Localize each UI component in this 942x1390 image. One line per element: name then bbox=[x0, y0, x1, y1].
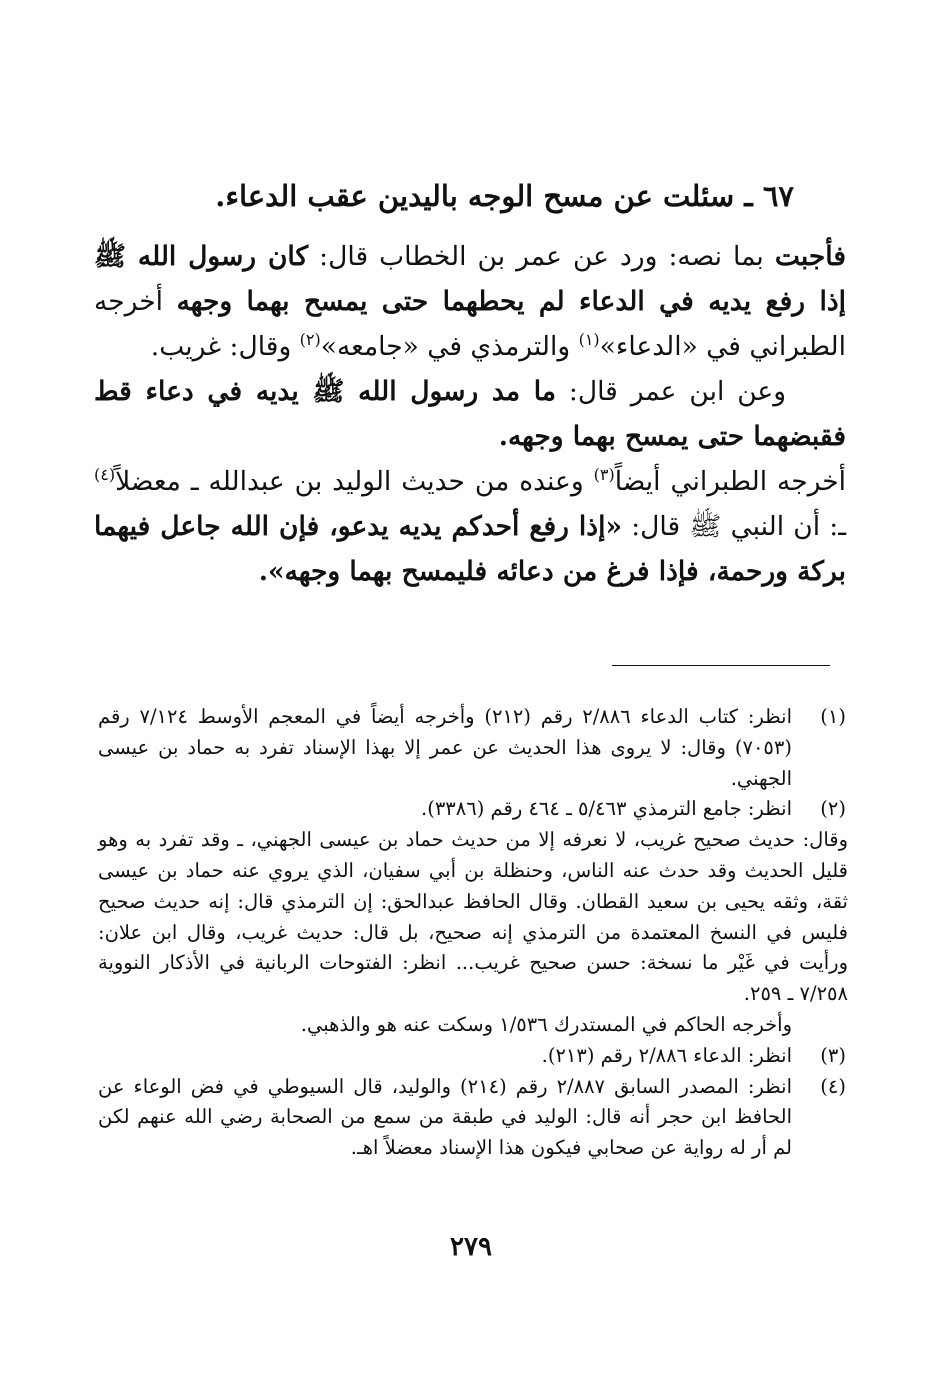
text-segment: . bbox=[258, 556, 269, 587]
answer-lead: فأجبت bbox=[774, 241, 847, 272]
footnote bbox=[98, 1041, 846, 1072]
footnote-text: انظر: كتاب الدعاء ٢/٨٨٦ رقم (٢١٢) وأخرجه أيضاً في المعجم الأوسط ٧/١٢٤ رقم (٧٠٥٣) وقال: لا يروى هذا الحديث عن عمر إلا بهذا الإسناد تفرد به حماد بن عيسى الجهني. bbox=[98, 705, 792, 790]
footnote bbox=[98, 1072, 846, 1164]
footnote bbox=[98, 794, 846, 1040]
footnote-text: وأخرجه الحاكم في المستدرك ١/٥٣٦ وسكت عنه هو والذهبي. bbox=[300, 1012, 792, 1036]
paragraph-tabarani bbox=[94, 459, 846, 594]
footnote-number: (٣) bbox=[820, 1043, 846, 1067]
footnote-divider bbox=[612, 665, 830, 666]
text-segment: أخرجه الطبراني في «الدعاء» bbox=[94, 286, 846, 362]
text-segment: وعن ابن عمر قال: bbox=[556, 376, 786, 407]
hadith-quote: كان رسول الله ﷺ إذا رفع يديه في الدعاء لم يحطهما حتى يمسح بهما وجهه bbox=[94, 241, 846, 317]
hadith-quote: ما مد رسول الله ﷺ يديه في دعاء قط فقبضهما حتى يمسح بهما وجهه bbox=[94, 376, 846, 452]
footnote-text: وقال: حديث صحيح غريب، لا نعرفه إلا من حديث حماد بن عيسى الجهني، ـ وقد تفرد به وهو قليل الحديث وقد حدث عنه الناس، وحنظلة بن أبي سفيان، الذي يروي عنه حماد بن عيسى ثقة، وثقه يحيى بن سعيد القطان. وقال الحافظ عبدالحق: إن الترمذي قال: إنه حديث صحيح فليس في النسخ المعتمدة من الترمذي إنه صحيح، بل قال: حديث غريب، وقال ابن علان: ورأيت في غَيْر ما نسخة: حسن صحيح غريب... انظر: الفتوحات الربانية في الأذكار النووية ٧/٢٥٨ ـ ٢٥٩. bbox=[98, 828, 848, 1006]
footnote-ref[interactable]: (٣) bbox=[593, 465, 615, 485]
hadith-quote: «إذا رفع أحدكم يديه يدعو، فإن الله جاعل فيهما بركة ورحمة، فإذا فرغ من دعائه فليمسح بهما وجهه» bbox=[94, 511, 846, 587]
paragraph-ibn-umar bbox=[94, 369, 846, 459]
text-segment: أخرجه الطبراني أيضاً bbox=[614, 466, 847, 497]
footnote-text: انظر: جامع الترمذي ٥/٤٦٣ ـ ٤٦٤ رقم (٣٣٨٦). bbox=[421, 797, 792, 821]
footnote-number: (٤) bbox=[820, 1074, 846, 1098]
footnote-number: (١) bbox=[820, 705, 846, 728]
question-heading: ٦٧ ـ سئلت عن مسح الوجه باليدين عقب الدعاء. bbox=[215, 179, 794, 213]
footnote-text: انظر: المصدر السابق ٢/٨٨٧ رقم (٢١٤) والوليد، قال السيوطي في فض الوعاء عن الحافظ ابن حجر أنه قال: الوليد في طبقة من سمع من الصحابة رضي الله عنهم لكن لم أر له رواية عن صحابي فيكون هذا الإسناد معضلاً اهـ. bbox=[98, 1074, 792, 1160]
text-segment: والترمذي في «جامعه» bbox=[320, 331, 579, 362]
footnote-ref[interactable]: (١) bbox=[578, 330, 600, 350]
footnote-text: انظر: الدعاء ٢/٨٨٦ رقم (٢١٣). bbox=[541, 1043, 792, 1067]
footnote bbox=[98, 702, 846, 794]
page-number: ٢٧٩ bbox=[450, 1232, 492, 1262]
main-text bbox=[94, 234, 846, 594]
text-segment: بما نصه: ورد عن عمر بن الخطاب قال: bbox=[308, 241, 775, 272]
text-segment: وقال: غريب. bbox=[150, 331, 300, 362]
text-segment: . bbox=[498, 421, 508, 452]
text-segment: وعنده من حديث الوليد بن عبدالله ـ معضلاً bbox=[115, 466, 594, 497]
footnote-ref[interactable]: (٤) bbox=[94, 465, 116, 485]
footnote-ref[interactable]: (٢) bbox=[299, 330, 321, 350]
footnotes bbox=[98, 702, 846, 1164]
paragraph-answer bbox=[94, 234, 846, 369]
footnote-number: (٢) bbox=[820, 797, 846, 821]
text-segment: ـ: أن النبي ﷺ قال: bbox=[622, 511, 847, 542]
